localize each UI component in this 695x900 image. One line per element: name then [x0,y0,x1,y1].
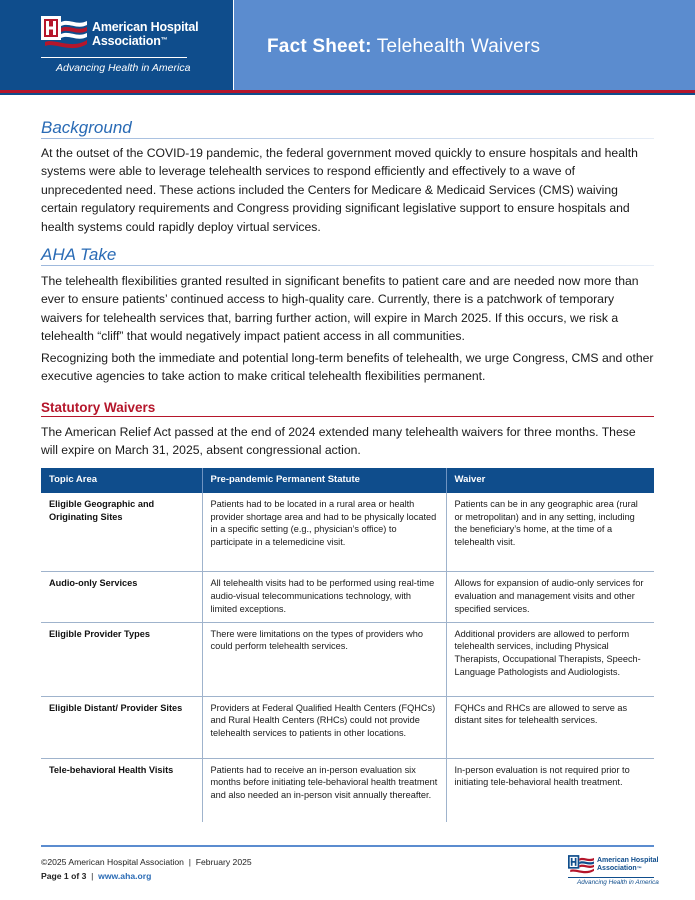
org-name-line1: American Hospital [92,20,199,34]
trademark: ™ [160,37,168,44]
aha-take-para1: The telehealth flexibilities granted resulted in significant benefits to patient care and are needed now more than ever to ensure patients’ continued access to high-quality care. Currently, there is a patchwork of temporary waivers for telehealth services that, barring further action, will expire in March 2025. If this occurs, we risk a telehealth “cliff” that would negatively impact patient access in all communities. [41,274,639,344]
footer-copyright-line [41,857,252,867]
aha-take-heading: AHA Take [41,245,117,264]
topic-cell: Eligible Distant/ Provider Sites [41,696,202,758]
logo-panel [0,0,233,90]
page-title-bold: Fact Sheet: [267,36,372,57]
footer-rule [41,845,654,847]
footer-org-name-line2: Association [597,865,637,872]
statute-cell: Patients had to receive an in-person evaluation six months before initiating tele-behavioral health treatment and also needed an in-person visit annually thereafter. [202,758,446,822]
background-heading: Background [41,118,132,137]
page-header [0,0,695,90]
logo-divider [41,57,187,58]
table-row [41,696,654,758]
aha-take-para2: Recognizing both the immediate and potential long-term benefits of telehealth, we urge Congress, CMS and other executive agencies to take action to make critical telehealth flexibilities permanent. [41,351,654,384]
waiver-cell: In-person evaluation is not required prior to initiating tele-behavioral health treatment. [454,764,630,788]
aha-take-rule [41,265,654,266]
waiver-cell: Additional providers are allowed to perform telehealth services, including Physical Therapists, Occupational Therapists, Speech-Language Pathologists and Audiologists. [446,622,654,696]
table-row [41,622,654,696]
footer-copyright: ©2025 American Hospital Association [41,857,184,867]
footer-date: February 2025 [195,857,252,867]
org-tagline: Advancing Health in America [56,62,191,74]
background-rule [41,138,654,139]
table-header-row [41,468,654,493]
topic-cell: Eligible Provider Types [41,622,202,696]
page-title [267,36,540,58]
statutory-heading: Statutory Waivers [41,400,156,415]
header-pre-pandemic-statute: Pre-pandemic Permanent Statute [202,468,446,493]
table-row [41,493,654,572]
org-name-line2: Association [92,34,161,48]
statute-cell: Patients had to be located in a rural area or health provider shortage area and had to be physically located in a specific setting (e.g., physician’s office) to participate in a telemedicine visit. [202,493,446,572]
page-title-rest: Telehealth Waivers [371,36,541,57]
footer-logo-divider [568,877,654,878]
header-topic-area: Topic Area [41,468,202,493]
header-rule-blue [0,93,695,95]
statute-cell: Providers at Federal Qualified Health Centers (FQHCs) and Rural Health Centers (RHCs) could not provide telehealth services to patients in other locations. [202,696,446,758]
topic-cell: Eligible Geographic and Originating Sites [41,493,202,572]
statute-cell: All telehealth visits had to be performed using real-time audio-visual telecommunications technology, with limited exceptions. [202,572,446,622]
table-row [41,572,654,622]
footer-logo-tagline: Advancing Health in America [577,879,659,886]
org-name [92,20,198,48]
footer-trademark: ™ [636,866,642,872]
footer-separator: | [183,857,196,867]
header-waiver: Waiver [446,468,654,493]
statute-cell: There were limitations on the types of providers who could perform telehealth services. [202,622,446,696]
topic-cell: Audio-only Services [41,572,202,622]
footer-website-link[interactable]: www.aha.org [98,871,152,881]
background-text: At the outset of the COVID-19 pandemic, the federal government moved quickly to ensure hospitals and health systems were able to leverage telehealth services to respond efficiently and effectively to a wave of unprecedented need. These actions included the Centers for Medicare & Medicaid Services (CMS) waiving certain regulatory requirements and Congress providing significant legislative support to ensure hospitals and health systems could rapidly deploy virtual services. [41,146,638,234]
table-row [41,758,654,822]
waiver-cell: Allows for expansion of audio-only services for evaluation and management visits and other specified services. [446,572,654,622]
waiver-cell: FQHCs and RHCs are allowed to serve as distant sites for telehealth services. [446,696,654,758]
footer-page-line [41,871,151,881]
statutory-text: The American Relief Act passed at the end of 2024 extended many telehealth waivers for three months. These will expire on March 31, 2025, absent congressional action. [41,425,636,458]
footer-org-name [597,857,658,873]
topic-cell: Tele-behavioral Health Visits [41,758,202,822]
footer-page-number: Page 1 of 3 [41,871,87,881]
footer-separator-2: | [86,871,99,881]
footer-aha-logo-icon [568,855,594,875]
waiver-cell: Patients can be in any geographic area (rural or metropolitan) and in any setting, including the beneficiary’s home, at the time of a telehealth visit. [446,493,654,572]
waivers-table [41,468,654,822]
aha-logo-icon [41,16,87,51]
footer-org-name-line1: American Hospital [597,857,659,864]
statutory-rule [41,416,654,417]
